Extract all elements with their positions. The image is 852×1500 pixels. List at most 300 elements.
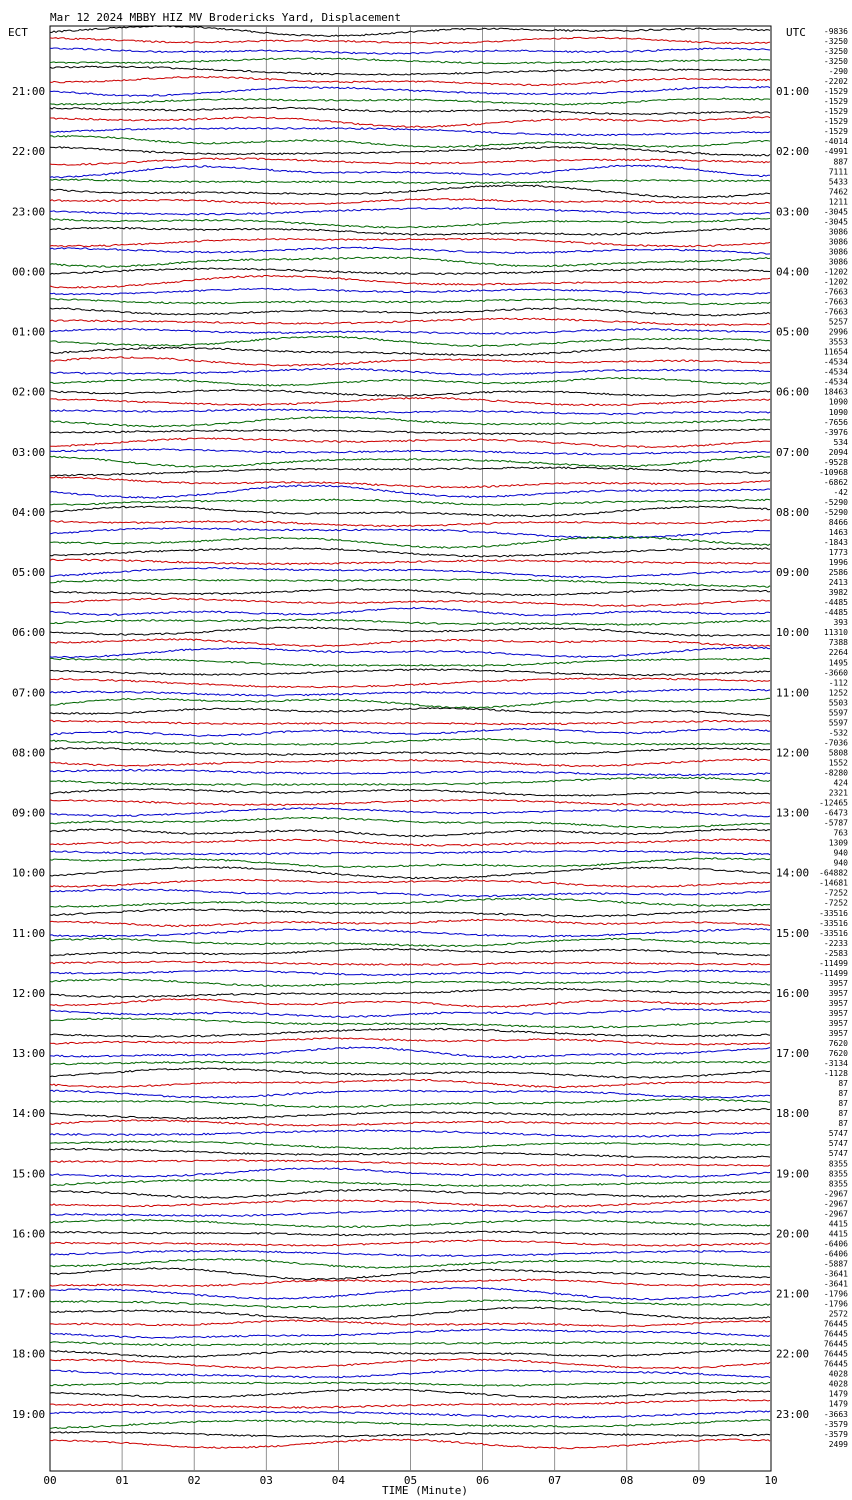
seismic-trace — [50, 568, 770, 578]
seismic-trace — [50, 147, 770, 156]
trace-value: -7656 — [823, 417, 848, 427]
left-hour-label: 03:00 — [12, 445, 46, 459]
seismic-trace — [50, 988, 770, 997]
seismic-trace — [50, 979, 770, 987]
seismic-trace — [50, 199, 770, 205]
seismic-trace — [50, 107, 770, 114]
seismic-trace — [50, 1130, 770, 1137]
seismic-trace — [50, 1199, 770, 1207]
seismic-trace — [50, 867, 770, 879]
x-tick-label: 09 — [692, 1474, 706, 1487]
left-hour-label: 12:00 — [12, 986, 46, 1000]
right-hour-labels — [776, 85, 809, 1421]
seismic-trace — [50, 528, 770, 539]
left-hour-label: 05:00 — [12, 566, 46, 580]
trace-value: 393 — [833, 618, 848, 628]
trace-value: 1479 — [828, 1399, 848, 1409]
seismic-trace — [50, 1038, 770, 1045]
right-hour-label: 16:00 — [776, 986, 810, 1000]
right-hour-label: 04:00 — [776, 265, 810, 279]
seismic-trace — [50, 919, 770, 926]
right-hour-label: 10:00 — [776, 626, 810, 640]
chart-title: Mar 12 2024 MBBY HIZ MV Brodericks Yard, Displacement — [50, 11, 401, 24]
seismic-trace — [50, 800, 770, 806]
seismic-trace — [50, 579, 770, 587]
left-hour-label: 16:00 — [12, 1227, 46, 1241]
trace-value: -5787 — [823, 818, 848, 828]
right-hour-label: 03:00 — [776, 205, 810, 219]
trace-value: 1252 — [828, 688, 848, 698]
trace-value: 2572 — [828, 1309, 848, 1319]
trace-value: 76445 — [823, 1329, 848, 1339]
trace-value: -4534 — [823, 377, 848, 387]
trace-value: 7388 — [828, 638, 848, 648]
seismic-trace — [50, 728, 770, 736]
trace-value: -1128 — [823, 1069, 848, 1079]
seismic-trace — [50, 647, 770, 657]
seismic-trace — [50, 1240, 770, 1246]
trace-value: 87 — [838, 1089, 848, 1099]
trace-value: -4534 — [823, 367, 848, 377]
seismic-trace — [50, 438, 770, 448]
seismic-trace — [50, 1370, 770, 1378]
trace-value: 76445 — [823, 1359, 848, 1369]
left-hour-label: 21:00 — [12, 85, 46, 99]
right-hour-label: 12:00 — [776, 746, 810, 760]
trace-value: -4014 — [823, 137, 848, 147]
seismic-trace — [50, 738, 770, 745]
trace-value: -3045 — [823, 207, 848, 217]
seismic-trace — [50, 929, 770, 937]
seismic-traces — [50, 26, 770, 1449]
trace-value: -7252 — [823, 888, 848, 898]
seismic-trace — [50, 1432, 770, 1437]
seismic-trace — [50, 1168, 770, 1178]
right-hour-label: 14:00 — [776, 866, 810, 880]
seismic-trace — [50, 247, 770, 254]
trace-value: -4485 — [823, 608, 848, 618]
trace-value: -1796 — [823, 1299, 848, 1309]
seismic-trace — [50, 1061, 770, 1064]
seismic-trace — [50, 1179, 770, 1186]
seismic-trace — [50, 559, 770, 564]
left-hour-label: 10:00 — [12, 866, 46, 880]
trace-value: 1211 — [828, 197, 848, 207]
seismic-trace — [50, 1068, 770, 1078]
seismic-trace — [50, 858, 770, 868]
left-hour-label: 00:00 — [12, 265, 46, 279]
seismic-trace — [50, 789, 770, 797]
seismic-trace — [50, 276, 770, 289]
seismic-trace — [50, 949, 770, 956]
trace-value: 8355 — [828, 1169, 848, 1179]
seismic-trace — [50, 1018, 770, 1028]
right-hour-label: 02:00 — [776, 145, 810, 159]
left-hour-label: 13:00 — [12, 1047, 46, 1061]
seismic-trace — [50, 1329, 770, 1338]
trace-value: 3957 — [828, 978, 848, 988]
seismic-trace — [50, 158, 770, 165]
seismic-trace — [50, 1268, 770, 1280]
trace-value: 2996 — [828, 327, 848, 337]
trace-value: 4415 — [828, 1229, 848, 1239]
trace-value: 3086 — [828, 247, 848, 257]
trace-value-labels — [819, 27, 848, 1449]
trace-value: -3579 — [823, 1429, 848, 1439]
left-hour-label: 04:00 — [12, 505, 46, 519]
trace-value: -3641 — [823, 1269, 848, 1279]
trace-value: -6473 — [823, 808, 848, 818]
trace-value: -14681 — [819, 878, 848, 888]
trace-value: -3641 — [823, 1279, 848, 1289]
trace-value: 5747 — [828, 1129, 848, 1139]
trace-value: 3086 — [828, 237, 848, 247]
right-timezone-label: UTC — [786, 26, 806, 39]
seismic-trace — [50, 1259, 770, 1268]
seismic-trace — [50, 1079, 770, 1087]
seismic-trace — [50, 429, 770, 435]
trace-value: 1309 — [828, 838, 848, 848]
left-hour-label: 09:00 — [12, 806, 46, 820]
left-hour-label: 11:00 — [12, 926, 46, 940]
trace-value: -5290 — [823, 507, 848, 517]
seismic-trace — [50, 658, 770, 666]
trace-value: -532 — [828, 728, 848, 738]
right-hour-label: 11:00 — [776, 686, 810, 700]
seismic-trace — [50, 136, 770, 148]
seismic-trace — [50, 1389, 770, 1398]
right-hour-label: 21:00 — [776, 1287, 810, 1301]
seismic-trace — [50, 288, 770, 295]
seismic-trace — [50, 808, 770, 817]
seismic-trace — [50, 1400, 770, 1409]
trace-value: -2967 — [823, 1209, 848, 1219]
seismic-trace — [50, 208, 770, 215]
seismic-trace — [50, 48, 770, 54]
trace-value: 1090 — [828, 407, 848, 417]
trace-value: 4028 — [828, 1369, 848, 1379]
seismic-trace — [50, 179, 770, 184]
trace-value: 5257 — [828, 317, 848, 327]
trace-value: 11310 — [823, 628, 848, 638]
trace-value: 1479 — [828, 1389, 848, 1399]
seismic-trace — [50, 627, 770, 636]
seismic-trace — [50, 708, 770, 716]
left-hour-label: 06:00 — [12, 626, 46, 640]
trace-value: 7620 — [828, 1039, 848, 1049]
right-hour-label: 08:00 — [776, 505, 810, 519]
trace-value: -1529 — [823, 117, 848, 127]
seismic-trace — [50, 777, 770, 785]
trace-value: -2583 — [823, 948, 848, 958]
x-tick-label: 01 — [115, 1474, 129, 1487]
trace-value: 87 — [838, 1119, 848, 1129]
trace-value: -2202 — [823, 77, 848, 87]
trace-value: 3957 — [828, 998, 848, 1008]
trace-value: 18463 — [823, 387, 848, 397]
right-hour-label: 18:00 — [776, 1107, 810, 1121]
trace-value: 8355 — [828, 1159, 848, 1169]
seismic-trace — [50, 970, 770, 975]
trace-value: 1090 — [828, 397, 848, 407]
seismic-trace — [50, 477, 770, 488]
seismic-trace — [50, 769, 770, 775]
seismic-trace — [50, 1420, 770, 1429]
trace-value: -9528 — [823, 457, 848, 467]
seismic-trace — [50, 1047, 770, 1058]
trace-value: -10968 — [819, 467, 848, 477]
trace-value: 1996 — [828, 558, 848, 568]
trace-value: 3553 — [828, 337, 848, 347]
trace-value: 887 — [833, 157, 848, 167]
seismic-trace — [50, 999, 770, 1008]
seismic-trace — [50, 1220, 770, 1228]
x-tick-label: 08 — [620, 1474, 634, 1487]
left-hour-labels — [12, 85, 45, 1421]
seismic-trace — [50, 520, 770, 527]
seismic-trace — [50, 378, 770, 387]
seismic-trace — [50, 1350, 770, 1358]
seismic-trace — [50, 299, 770, 305]
seismic-trace — [50, 748, 770, 756]
trace-value: -42 — [833, 487, 848, 497]
trace-value: 3957 — [828, 988, 848, 998]
trace-value: 1552 — [828, 758, 848, 768]
trace-value: -3976 — [823, 427, 848, 437]
trace-value: 940 — [833, 858, 848, 868]
seismic-trace — [50, 1141, 770, 1150]
seismic-trace — [50, 76, 770, 85]
seismic-trace — [50, 467, 770, 476]
seismic-trace — [50, 938, 770, 947]
seismic-trace — [50, 449, 770, 455]
trace-value: -7663 — [823, 297, 848, 307]
seismic-trace — [50, 227, 770, 235]
trace-value: -3579 — [823, 1419, 848, 1429]
seismic-trace — [50, 817, 770, 828]
left-hour-label: 01:00 — [12, 325, 46, 339]
seismic-trace — [50, 1288, 770, 1300]
trace-value: 2264 — [828, 648, 848, 658]
trace-value: -33516 — [819, 928, 848, 938]
seismic-trace — [50, 698, 770, 708]
right-hour-label: 17:00 — [776, 1047, 810, 1061]
left-hour-label: 18:00 — [12, 1347, 46, 1361]
seismic-trace — [50, 548, 770, 557]
seismic-trace — [50, 961, 770, 965]
trace-value: 11654 — [823, 347, 848, 357]
trace-value: -9836 — [823, 27, 848, 36]
trace-value: -64882 — [819, 868, 848, 878]
right-hour-label: 22:00 — [776, 1347, 810, 1361]
seismic-trace — [50, 1279, 770, 1286]
x-tick-label: 06 — [475, 1474, 490, 1487]
trace-value: -5290 — [823, 497, 848, 507]
trace-value: -1529 — [823, 107, 848, 117]
trace-value: -1529 — [823, 87, 848, 97]
trace-value: -7663 — [823, 307, 848, 317]
seismic-trace — [50, 850, 770, 854]
trace-value: 7620 — [828, 1049, 848, 1059]
seismic-trace — [50, 357, 770, 366]
left-hour-label: 14:00 — [12, 1107, 46, 1121]
seismic-trace — [50, 185, 770, 198]
seismic-trace — [50, 66, 770, 75]
trace-value: 7111 — [828, 167, 848, 177]
x-tick-label: 03 — [259, 1474, 273, 1487]
trace-value: -6406 — [823, 1239, 848, 1249]
trace-value: 4028 — [828, 1379, 848, 1389]
seismic-trace — [50, 128, 770, 136]
right-hour-label: 05:00 — [776, 325, 810, 339]
right-hour-label: 19:00 — [776, 1167, 810, 1181]
seismic-trace — [50, 117, 770, 128]
seismic-trace — [50, 759, 770, 767]
x-tick-label: 04 — [331, 1474, 346, 1487]
x-tick-label: 05 — [403, 1474, 418, 1487]
seismic-trace — [50, 238, 770, 246]
trace-value: -1843 — [823, 538, 848, 548]
seismic-trace — [50, 678, 770, 688]
seismic-trace — [50, 1320, 770, 1326]
seismic-trace — [50, 1120, 770, 1126]
trace-value: -12465 — [819, 798, 848, 808]
seismic-trace — [50, 218, 770, 228]
trace-value: -1202 — [823, 267, 848, 277]
seismic-trace — [50, 909, 770, 917]
seismic-trace — [50, 607, 770, 615]
seismic-trace — [50, 1439, 770, 1449]
seismic-trace — [50, 1148, 770, 1158]
trace-value: -4485 — [823, 598, 848, 608]
seismic-trace — [50, 368, 770, 375]
seismic-trace — [50, 1189, 770, 1198]
seismic-trace — [50, 1090, 770, 1098]
seismic-trace — [50, 1109, 770, 1119]
trace-value: 1773 — [828, 548, 848, 558]
trace-value: -1529 — [823, 127, 848, 137]
seismic-trace — [50, 98, 770, 105]
trace-value: 4415 — [828, 1219, 848, 1229]
trace-value: 2499 — [828, 1439, 848, 1449]
seismic-trace — [50, 257, 770, 267]
seismic-trace — [50, 329, 770, 335]
trace-value: 5597 — [828, 718, 848, 728]
seismic-trace — [50, 58, 770, 64]
trace-value: -11499 — [819, 968, 848, 978]
seismic-trace — [50, 619, 770, 625]
trace-value: -1202 — [823, 277, 848, 287]
left-hour-label: 15:00 — [12, 1167, 46, 1181]
trace-value: -3250 — [823, 37, 848, 47]
trace-value: -7663 — [823, 287, 848, 297]
left-hour-label: 17:00 — [12, 1287, 46, 1301]
trace-value: 3957 — [828, 1029, 848, 1038]
trace-value: 1463 — [828, 528, 848, 537]
left-hour-label: 22:00 — [12, 145, 46, 159]
seismic-trace — [50, 536, 770, 548]
seismic-trace — [50, 336, 770, 346]
right-hour-label: 01:00 — [776, 85, 810, 99]
trace-value: -112 — [828, 678, 848, 688]
seismic-trace — [50, 689, 770, 696]
trace-value: 2413 — [828, 578, 848, 588]
trace-value: 2321 — [828, 788, 848, 798]
trace-value: 5433 — [828, 177, 848, 187]
trace-value: 3086 — [828, 227, 848, 237]
seismic-trace — [50, 165, 770, 178]
seismic-trace — [50, 839, 770, 846]
trace-value: -6406 — [823, 1249, 848, 1259]
seismic-trace — [50, 1160, 770, 1166]
trace-value: 76445 — [823, 1319, 848, 1329]
seismic-trace — [50, 87, 770, 97]
trace-value: 3957 — [828, 1018, 848, 1028]
seismic-trace — [50, 456, 770, 467]
trace-value: 5747 — [828, 1149, 848, 1159]
seismic-trace — [50, 669, 770, 676]
seismic-trace — [50, 598, 770, 606]
seismic-trace — [50, 268, 770, 275]
trace-value: -33516 — [819, 918, 848, 928]
seismic-trace — [50, 898, 770, 907]
seismic-trace — [50, 499, 770, 505]
trace-value: 940 — [833, 848, 848, 858]
seismic-trace — [50, 1231, 770, 1236]
seismic-trace — [50, 589, 770, 596]
trace-value: -3045 — [823, 217, 848, 227]
trace-value: 5503 — [828, 698, 848, 708]
right-hour-label: 09:00 — [776, 566, 810, 580]
trace-value: -7036 — [823, 738, 848, 748]
right-hour-label: 07:00 — [776, 445, 810, 459]
trace-value: -3663 — [823, 1409, 848, 1419]
trace-value: 8466 — [828, 517, 848, 527]
trace-value: 76445 — [823, 1349, 848, 1359]
seismic-trace — [50, 1009, 770, 1018]
trace-value: -6862 — [823, 477, 848, 487]
trace-value: -1529 — [823, 97, 848, 107]
trace-value: 8355 — [828, 1179, 848, 1189]
x-tick-label: 07 — [548, 1474, 562, 1487]
seismic-trace — [50, 720, 770, 725]
seismic-trace — [50, 389, 770, 396]
seismic-trace — [50, 1028, 770, 1037]
trace-value: 5747 — [828, 1139, 848, 1149]
trace-value: -1796 — [823, 1289, 848, 1299]
trace-value: 3086 — [828, 257, 848, 267]
trace-value: -3250 — [823, 47, 848, 57]
trace-value: 424 — [833, 778, 848, 788]
trace-value: 1495 — [828, 658, 848, 668]
trace-value: -2233 — [823, 938, 848, 948]
trace-value: 87 — [838, 1099, 848, 1109]
trace-value: 534 — [833, 437, 848, 447]
right-hour-label: 15:00 — [776, 926, 810, 940]
left-hour-label: 02:00 — [12, 385, 46, 399]
x-tick-label: 02 — [187, 1474, 201, 1487]
seismic-trace — [50, 639, 770, 647]
seismic-trace — [50, 879, 770, 887]
seismic-trace — [50, 347, 770, 356]
seismic-trace — [50, 1359, 770, 1369]
trace-value: -3660 — [823, 668, 848, 678]
x-axis-label: TIME (Minute) — [381, 1484, 469, 1497]
trace-value: 76445 — [823, 1339, 848, 1349]
seismic-trace — [50, 1300, 770, 1308]
trace-value: -11499 — [819, 958, 848, 968]
seismic-trace — [50, 829, 770, 837]
